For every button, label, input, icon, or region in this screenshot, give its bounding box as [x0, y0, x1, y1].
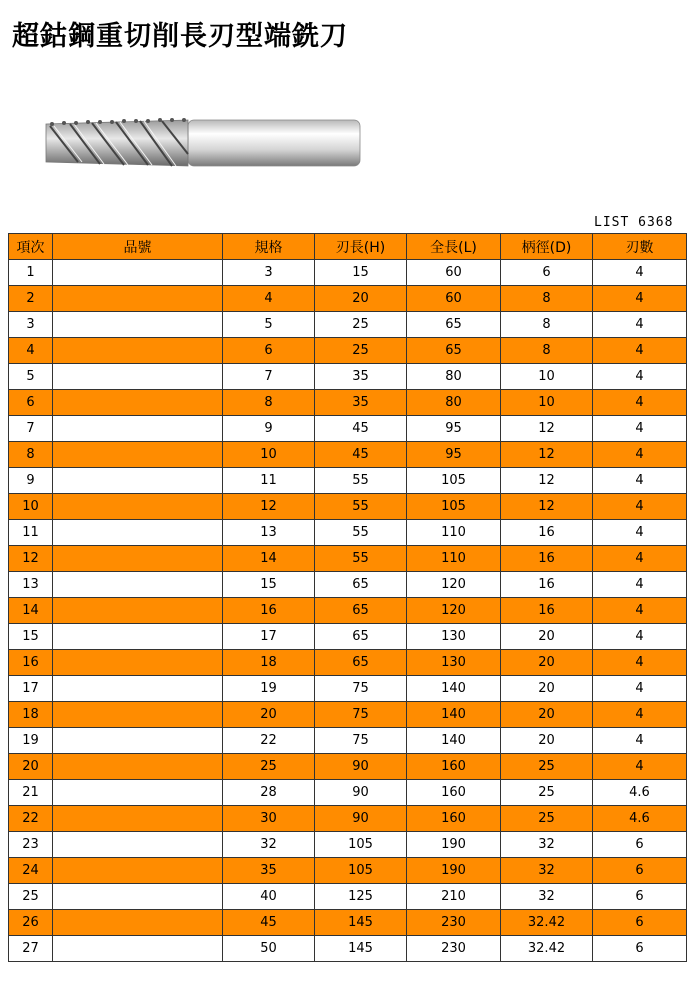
size-cell: 8 [223, 390, 315, 416]
cut-length-cell: 55 [315, 520, 407, 546]
item-no-cell: 7 [9, 416, 53, 442]
shank-diameter-cell: 20 [501, 702, 593, 728]
shank-diameter-cell: 32 [501, 858, 593, 884]
cut-length-cell: 65 [315, 598, 407, 624]
item-no-cell: 15 [9, 624, 53, 650]
item-no-cell: 5 [9, 364, 53, 390]
part-no-cell [53, 650, 223, 676]
table-row [9, 312, 687, 338]
size-cell: 15 [223, 572, 315, 598]
size-cell: 7 [223, 364, 315, 390]
part-no-cell [53, 728, 223, 754]
part-no-cell [53, 832, 223, 858]
size-cell: 9 [223, 416, 315, 442]
shank-diameter-cell: 12 [501, 442, 593, 468]
flutes-cell: 4 [593, 728, 687, 754]
size-cell: 12 [223, 494, 315, 520]
table-row [9, 910, 687, 936]
cut-length-cell: 20 [315, 286, 407, 312]
overall-length-cell: 130 [407, 624, 501, 650]
table-header-row [9, 234, 687, 260]
part-no-cell [53, 494, 223, 520]
flutes-cell: 4 [593, 364, 687, 390]
part-no-cell [53, 910, 223, 936]
size-cell: 10 [223, 442, 315, 468]
part-no-cell [53, 286, 223, 312]
size-cell: 3 [223, 260, 315, 286]
overall-length-cell: 230 [407, 910, 501, 936]
overall-length-cell: 230 [407, 936, 501, 962]
size-cell: 5 [223, 312, 315, 338]
item-no-cell: 13 [9, 572, 53, 598]
table-row [9, 754, 687, 780]
overall-length-cell: 60 [407, 260, 501, 286]
table-row [9, 780, 687, 806]
item-no-cell: 20 [9, 754, 53, 780]
overall-length-cell: 105 [407, 494, 501, 520]
part-no-cell [53, 442, 223, 468]
page-title: 超鈷鋼重切削長刃型端銑刀 [12, 21, 348, 52]
overall-length-cell: 95 [407, 416, 501, 442]
rough-end-mill-image [38, 112, 368, 192]
table-row [9, 728, 687, 754]
cut-length-cell: 145 [315, 936, 407, 962]
item-no-cell: 2 [9, 286, 53, 312]
shank-diameter-cell: 16 [501, 572, 593, 598]
shank-diameter-cell: 12 [501, 494, 593, 520]
size-cell: 17 [223, 624, 315, 650]
part-no-cell [53, 598, 223, 624]
overall-length-cell: 60 [407, 286, 501, 312]
cut-length-cell: 65 [315, 624, 407, 650]
table-row [9, 572, 687, 598]
overall-length-cell: 140 [407, 702, 501, 728]
flutes-cell: 4 [593, 390, 687, 416]
table-row [9, 676, 687, 702]
item-no-cell: 8 [9, 442, 53, 468]
item-no-cell: 26 [9, 910, 53, 936]
cut-length-cell: 25 [315, 338, 407, 364]
flutes-cell: 4 [593, 286, 687, 312]
overall-length-cell: 210 [407, 884, 501, 910]
overall-length-cell: 110 [407, 546, 501, 572]
item-no-cell: 9 [9, 468, 53, 494]
item-no-cell: 24 [9, 858, 53, 884]
cut-length-cell: 35 [315, 390, 407, 416]
cut-length-cell: 90 [315, 780, 407, 806]
flutes-cell: 4 [593, 572, 687, 598]
overall-length-cell: 190 [407, 832, 501, 858]
table-row [9, 858, 687, 884]
cut-length-cell: 55 [315, 494, 407, 520]
cut-length-cell: 90 [315, 754, 407, 780]
overall-length-cell: 140 [407, 728, 501, 754]
shank-diameter-cell: 10 [501, 390, 593, 416]
cut-length-cell: 45 [315, 416, 407, 442]
overall-length-cell: 130 [407, 650, 501, 676]
header-flutes: 刃數 [593, 234, 687, 260]
size-cell: 11 [223, 468, 315, 494]
item-no-cell: 18 [9, 702, 53, 728]
flutes-cell: 4 [593, 546, 687, 572]
flutes-cell: 4 [593, 676, 687, 702]
table-row [9, 260, 687, 286]
part-no-cell [53, 364, 223, 390]
shank-diameter-cell: 20 [501, 624, 593, 650]
flutes-cell: 4 [593, 468, 687, 494]
cut-length-cell: 105 [315, 858, 407, 884]
size-cell: 50 [223, 936, 315, 962]
item-no-cell: 3 [9, 312, 53, 338]
item-no-cell: 11 [9, 520, 53, 546]
shank-diameter-cell: 32 [501, 832, 593, 858]
overall-length-cell: 95 [407, 442, 501, 468]
overall-length-cell: 120 [407, 598, 501, 624]
cut-length-cell: 75 [315, 728, 407, 754]
shank-diameter-cell: 10 [501, 364, 593, 390]
table-row [9, 468, 687, 494]
part-no-cell [53, 312, 223, 338]
cut-length-cell: 65 [315, 572, 407, 598]
cut-length-cell: 75 [315, 702, 407, 728]
part-no-cell [53, 780, 223, 806]
table-row [9, 936, 687, 962]
flutes-cell: 6 [593, 858, 687, 884]
table-row [9, 286, 687, 312]
flutes-cell: 4 [593, 312, 687, 338]
overall-length-cell: 110 [407, 520, 501, 546]
cut-length-cell: 35 [315, 364, 407, 390]
shank-diameter-cell: 25 [501, 754, 593, 780]
item-no-cell: 21 [9, 780, 53, 806]
table-row [9, 416, 687, 442]
item-no-cell: 16 [9, 650, 53, 676]
overall-length-cell: 120 [407, 572, 501, 598]
header-size: 規格 [223, 234, 315, 260]
shank-diameter-cell: 32.42 [501, 936, 593, 962]
header-overall-length: 全長(L) [407, 234, 501, 260]
shank-diameter-cell: 20 [501, 676, 593, 702]
overall-length-cell: 190 [407, 858, 501, 884]
size-cell: 19 [223, 676, 315, 702]
table-row [9, 494, 687, 520]
cut-length-cell: 105 [315, 832, 407, 858]
part-no-cell [53, 416, 223, 442]
flutes-cell: 4 [593, 442, 687, 468]
table-row [9, 364, 687, 390]
part-no-cell [53, 858, 223, 884]
size-cell: 25 [223, 754, 315, 780]
item-no-cell: 25 [9, 884, 53, 910]
size-cell: 40 [223, 884, 315, 910]
shank-diameter-cell: 16 [501, 546, 593, 572]
item-no-cell: 1 [9, 260, 53, 286]
table-row [9, 832, 687, 858]
overall-length-cell: 160 [407, 780, 501, 806]
part-no-cell [53, 702, 223, 728]
shank-diameter-cell: 12 [501, 416, 593, 442]
cut-length-cell: 15 [315, 260, 407, 286]
table-row [9, 338, 687, 364]
flutes-cell: 4 [593, 520, 687, 546]
flutes-cell: 6 [593, 832, 687, 858]
table-row [9, 546, 687, 572]
size-cell: 35 [223, 858, 315, 884]
overall-length-cell: 160 [407, 806, 501, 832]
item-no-cell: 10 [9, 494, 53, 520]
spec-table [8, 233, 687, 962]
size-cell: 22 [223, 728, 315, 754]
flutes-cell: 6 [593, 936, 687, 962]
size-cell: 45 [223, 910, 315, 936]
size-cell: 18 [223, 650, 315, 676]
part-no-cell [53, 520, 223, 546]
flutes-cell: 4 [593, 754, 687, 780]
table-row [9, 520, 687, 546]
shank-diameter-cell: 25 [501, 806, 593, 832]
flutes-cell: 6 [593, 910, 687, 936]
overall-length-cell: 80 [407, 390, 501, 416]
shank-diameter-cell: 8 [501, 338, 593, 364]
item-no-cell: 4 [9, 338, 53, 364]
size-cell: 28 [223, 780, 315, 806]
part-no-cell [53, 676, 223, 702]
item-no-cell: 12 [9, 546, 53, 572]
size-cell: 32 [223, 832, 315, 858]
flutes-cell: 4 [593, 650, 687, 676]
shank-diameter-cell: 32 [501, 884, 593, 910]
part-no-cell [53, 468, 223, 494]
list-number: LIST 6368 [594, 215, 674, 230]
shank-diameter-cell: 16 [501, 598, 593, 624]
item-no-cell: 6 [9, 390, 53, 416]
part-no-cell [53, 624, 223, 650]
part-no-cell [53, 260, 223, 286]
part-no-cell [53, 338, 223, 364]
shank-diameter-cell: 32.42 [501, 910, 593, 936]
shank-diameter-cell: 8 [501, 312, 593, 338]
cut-length-cell: 65 [315, 650, 407, 676]
table-row [9, 624, 687, 650]
part-no-cell [53, 884, 223, 910]
table-row [9, 442, 687, 468]
part-no-cell [53, 572, 223, 598]
cut-length-cell: 145 [315, 910, 407, 936]
flutes-cell: 4 [593, 494, 687, 520]
flutes-cell: 4 [593, 598, 687, 624]
flutes-cell: 4 [593, 260, 687, 286]
part-no-cell [53, 546, 223, 572]
shank-diameter-cell: 20 [501, 728, 593, 754]
shank-diameter-cell: 20 [501, 650, 593, 676]
flutes-cell: 4 [593, 416, 687, 442]
cut-length-cell: 90 [315, 806, 407, 832]
cut-length-cell: 125 [315, 884, 407, 910]
flutes-cell: 4 [593, 702, 687, 728]
shank-diameter-cell: 8 [501, 286, 593, 312]
size-cell: 20 [223, 702, 315, 728]
part-no-cell [53, 390, 223, 416]
size-cell: 14 [223, 546, 315, 572]
shank-diameter-cell: 12 [501, 468, 593, 494]
table-row [9, 702, 687, 728]
item-no-cell: 27 [9, 936, 53, 962]
table-row [9, 884, 687, 910]
overall-length-cell: 140 [407, 676, 501, 702]
size-cell: 13 [223, 520, 315, 546]
overall-length-cell: 65 [407, 338, 501, 364]
header-cut-length: 刃長(H) [315, 234, 407, 260]
header-shank-diameter: 柄徑(D) [501, 234, 593, 260]
cut-length-cell: 25 [315, 312, 407, 338]
part-no-cell [53, 754, 223, 780]
shank-diameter-cell: 25 [501, 780, 593, 806]
size-cell: 6 [223, 338, 315, 364]
shank-diameter-cell: 16 [501, 520, 593, 546]
table-row [9, 650, 687, 676]
overall-length-cell: 65 [407, 312, 501, 338]
item-no-cell: 14 [9, 598, 53, 624]
flutes-cell: 6 [593, 884, 687, 910]
overall-length-cell: 105 [407, 468, 501, 494]
cut-length-cell: 75 [315, 676, 407, 702]
cut-length-cell: 55 [315, 546, 407, 572]
flutes-cell: 4.6 [593, 780, 687, 806]
overall-length-cell: 160 [407, 754, 501, 780]
table-row [9, 598, 687, 624]
part-no-cell [53, 806, 223, 832]
flutes-cell: 4.6 [593, 806, 687, 832]
part-no-cell [53, 936, 223, 962]
overall-length-cell: 80 [407, 364, 501, 390]
table-row [9, 390, 687, 416]
flutes-cell: 4 [593, 624, 687, 650]
size-cell: 4 [223, 286, 315, 312]
flutes-cell: 4 [593, 338, 687, 364]
size-cell: 30 [223, 806, 315, 832]
item-no-cell: 17 [9, 676, 53, 702]
cut-length-cell: 45 [315, 442, 407, 468]
item-no-cell: 23 [9, 832, 53, 858]
item-no-cell: 22 [9, 806, 53, 832]
shank-diameter-cell: 6 [501, 260, 593, 286]
size-cell: 16 [223, 598, 315, 624]
item-no-cell: 19 [9, 728, 53, 754]
table-row [9, 806, 687, 832]
cut-length-cell: 55 [315, 468, 407, 494]
header-part-no: 品號 [53, 234, 223, 260]
header-item-no: 項次 [9, 234, 53, 260]
